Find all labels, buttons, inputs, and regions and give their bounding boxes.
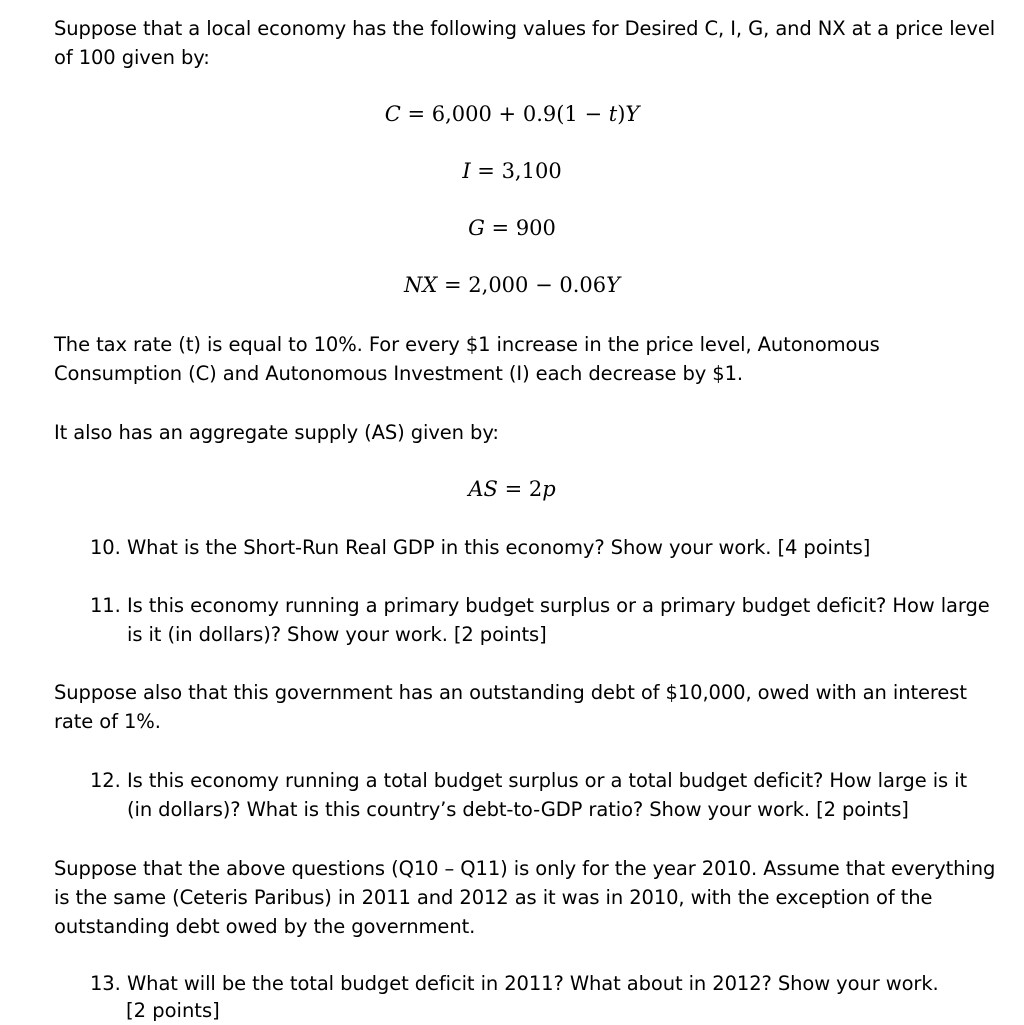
eq-as-lhs: AS — [468, 477, 498, 501]
question-13-number: 13. — [90, 972, 121, 995]
eq-nx-rhs: 2,000 − 0.06 — [468, 273, 607, 297]
eq-c-rhs-a: 6,000 + 0.9(1 − — [431, 102, 609, 126]
eq-i-equals: = — [470, 159, 502, 183]
eq-nx-var-y: Y — [606, 273, 620, 297]
question-11 — [90, 591, 995, 649]
equation-investment — [0, 156, 1024, 186]
equation-consumption — [0, 99, 1024, 129]
question-12-number: 12. — [90, 769, 121, 792]
eq-c-equals: = — [400, 102, 432, 126]
clipped-points-line — [126, 999, 246, 1022]
intro-paragraph: Suppose that a local economy has the following values for Desired C, I, G, and NX at a price level of 100 given by: — [54, 17, 996, 69]
tax-paragraph: The tax rate (t) is equal to 10%. For every $1 increase in the price level, Autonomous Consumption (C) and Autonomous Investment (I) each decrease by $1. — [54, 333, 880, 385]
question-11-text: Is this economy running a primary budget surplus or a primary budget deficit? How large is it (in dollars)? Show your work. [2 points] — [127, 594, 990, 646]
question-10-text: What is the Short-Run Real GDP in this economy? Show your work. [4 points] — [127, 536, 871, 559]
question-12-text: Is this economy running a total budget surplus or a total budget deficit? How large is it (in dollars)? What is this country’s debt-to-GDP ratio? Show your work. [2 points] — [127, 769, 968, 821]
years-paragraph: Suppose that the above questions (Q10 – Q11) is only for the year 2010. Assume that everything is the same (Ceteris Paribus) in 2011 and 2012 as it was in 2010, with the exception of the outstanding debt owed by the government. — [54, 857, 996, 938]
question-11-number: 11. — [90, 594, 121, 617]
eq-nx-equals: = — [437, 273, 469, 297]
eq-c-var-y: Y — [625, 102, 640, 126]
eq-c-lhs: C — [384, 102, 401, 126]
eq-g-rhs: 900 — [515, 216, 556, 240]
question-10 — [90, 533, 995, 562]
question-13-text: What will be the total budget deficit in 2011? What about in 2012? Show your work. — [127, 972, 939, 995]
question-13 — [90, 969, 995, 998]
question-12 — [90, 766, 995, 824]
clipped-points-text: [2 points] — [126, 999, 220, 1022]
eq-as-equals: = — [497, 477, 529, 501]
debt-paragraph: Suppose also that this government has an outstanding debt of $10,000, owed with an interest rate of 1%. — [54, 681, 967, 733]
eq-nx-lhs: NX — [404, 273, 438, 297]
aggregate-supply-paragraph: It also has an aggregate supply (AS) given by: — [54, 421, 499, 444]
eq-as-var-p: p — [542, 477, 556, 501]
equation-aggregate-supply — [0, 474, 1024, 504]
eq-i-lhs: I — [462, 159, 471, 183]
eq-g-equals: = — [484, 216, 516, 240]
equation-net-exports — [0, 270, 1024, 300]
eq-g-lhs: G — [468, 216, 485, 240]
equation-government — [0, 213, 1024, 243]
eq-c-var-t: t — [608, 102, 618, 126]
question-10-number: 10. — [90, 536, 121, 559]
eq-c-rhs-b: ) — [617, 102, 626, 126]
eq-as-rhs: 2 — [528, 477, 543, 501]
eq-i-rhs: 3,100 — [501, 159, 562, 183]
